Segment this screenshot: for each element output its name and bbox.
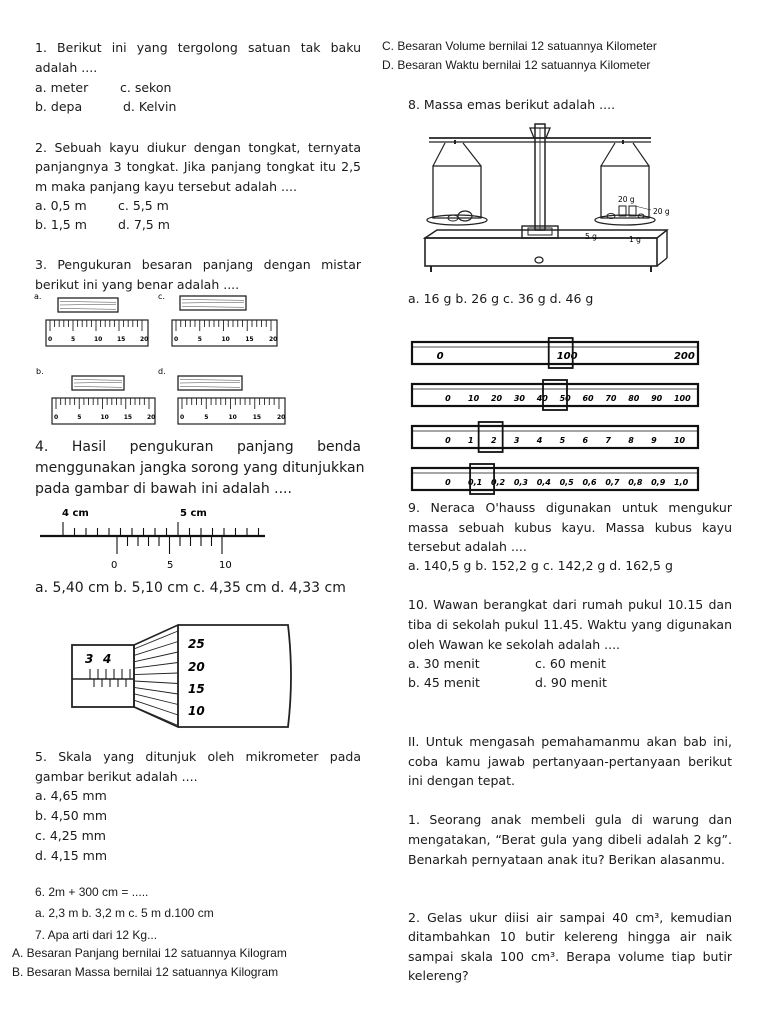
beam-label: 20: [490, 394, 503, 403]
part2-line-2: coba kamu jawab pertanyaan-pertanyaan berikut: [408, 754, 732, 769]
q3-line-2: berikut ini yang benar adalah ....: [35, 277, 240, 292]
q1-option-c: c. sekon: [120, 80, 172, 95]
weight-label-20g-a: 20 g: [618, 195, 635, 204]
q7-line-1: 7. Apa arti dari 12 Kg...: [35, 928, 158, 942]
wood-grain: [74, 380, 122, 381]
q5-option-d: d. 4,15 mm: [35, 848, 108, 863]
q2-option-b: b. 1,5 m: [35, 217, 87, 232]
q9-line-3: tersebut adalah ....: [408, 539, 527, 554]
sleeve-label-4: 4: [103, 652, 112, 666]
q5-line-2: gambar berikut adalah ....: [35, 769, 198, 784]
q5-option-c: c. 4,25 mm: [35, 828, 106, 843]
vernier-label-10: 10: [219, 560, 232, 571]
beam-label: 0: [445, 436, 451, 445]
beam-label: 0,6: [582, 478, 597, 487]
q5-option-a: a. 4,65 mm: [35, 788, 107, 803]
q5-option-b: b. 4,50 mm: [35, 808, 108, 823]
vernier-label-0: 0: [111, 560, 118, 571]
q3-line-1: 3. Pengukuran besaran panjang dengan mistar: [35, 257, 361, 272]
beam-label: 2: [490, 436, 497, 445]
q1-line-2: adalah ....: [35, 60, 98, 75]
beam-label: 1: [468, 436, 474, 445]
ruler-number: 15: [252, 414, 262, 421]
q1-option-b: b. depa: [35, 99, 83, 114]
wood-grain: [74, 382, 122, 383]
q2-option-d: d. 7,5 m: [118, 217, 170, 232]
ruler-number: 15: [123, 414, 133, 421]
beam-label: 3: [513, 436, 520, 445]
ruler-number: 15: [117, 336, 126, 343]
q7-option-c: C. Besaran Volume bernilai 12 satuannya Kilometer: [382, 39, 657, 53]
q7-option-a: A. Besaran Panjang bernilai 12 satuannya Kilogram: [12, 946, 287, 960]
q10-option-c: c. 60 menit: [535, 656, 606, 671]
beam-label: 0,3: [513, 478, 528, 487]
beam-label: 10: [673, 436, 686, 445]
q2-line-3: m maka panjang kayu tersebut adalah ....: [35, 179, 297, 194]
beam-label: 0: [436, 351, 444, 362]
wood-grain: [74, 387, 122, 388]
q10-option-d: d. 90 menit: [535, 675, 607, 690]
weight-label-20g-b: 20 g: [653, 207, 670, 216]
ruler-number: 0: [48, 336, 53, 343]
ruler-number: 15: [245, 336, 254, 343]
thimble-line: [134, 681, 178, 684]
beam-label: 0,1: [468, 478, 483, 487]
wood-grain: [60, 309, 116, 310]
q2-option-a: a. 0,5 m: [35, 198, 87, 213]
beam-label: 0: [445, 394, 451, 403]
beam-label: 8: [628, 436, 634, 445]
thimble-line: [134, 694, 178, 705]
q2-line-1: 2. Sebuah kayu diukur dengan tongkat, ternyata: [35, 140, 361, 155]
q9-options: a. 140,5 g b. 152,2 g c. 142,2 g d. 162,5 g: [408, 558, 673, 573]
beam-label: 5: [559, 436, 566, 445]
essay2-line-1: 2. Gelas ukur diisi air sampai 40 cm³, kemudian: [408, 910, 732, 925]
beam-label: 0,7: [605, 478, 620, 487]
ruler-number: 20: [140, 336, 149, 343]
ruler-number: 10: [228, 414, 237, 421]
ohaus-beams: [408, 332, 708, 507]
q10-option-b: b. 45 menit: [408, 675, 480, 690]
q7-option-d: D. Besaran Waktu bernilai 12 satuannya Kilometer: [382, 58, 651, 72]
beam-label: 100: [673, 394, 691, 403]
beam-label: 4: [536, 436, 543, 445]
wood-grain: [182, 300, 244, 301]
beam-label: 70: [605, 394, 617, 403]
q4-line-2: menggunakan jangka sorong yang ditunjukkan: [35, 460, 365, 476]
beam-label: 90: [651, 394, 663, 403]
beam-label: 200: [673, 351, 695, 362]
q8-line-1: 8. Massa emas berikut adalah ....: [408, 97, 616, 112]
ruler-number: 5: [204, 414, 209, 421]
weight-label-5g: 5 g: [585, 232, 597, 241]
weight-label-1g: 1 g: [629, 235, 641, 244]
main-scale-label-5cm: 5 cm: [180, 508, 207, 519]
q10-option-a: a. 30 menit: [408, 656, 480, 671]
beam-label: 0,4: [536, 478, 551, 487]
thimble-label-20: 20: [188, 660, 205, 674]
thimble-line: [134, 663, 178, 669]
beam-label: 0,8: [628, 478, 643, 487]
ruler-figures: [30, 290, 286, 430]
q2-option-c: c. 5,5 m: [118, 198, 169, 213]
thimble-line: [134, 700, 178, 715]
ruler-number: 0: [54, 414, 59, 421]
beam-label: 50: [559, 394, 571, 403]
ruler-number: 20: [277, 414, 286, 421]
q1-option-d: d. Kelvin: [123, 99, 177, 114]
thimble-line: [134, 673, 178, 675]
wood-grain: [182, 307, 244, 308]
q4-line-3: pada gambar di bawah ini adalah ....: [35, 481, 292, 497]
ruler-number: 10: [94, 336, 103, 343]
q8-options: a. 16 g b. 26 g c. 36 g d. 46 g: [408, 291, 594, 306]
ruler-number: 20: [147, 414, 156, 421]
beam-label: 9: [651, 436, 657, 445]
ruler-number: 10: [100, 414, 109, 421]
q2-line-2: panjangnya 3 tongkat. Jika panjang tongkat itu 2,5: [35, 159, 361, 174]
q10-line-1: 10. Wawan berangkat dari rumah pukul 10.15 dan: [408, 597, 732, 612]
sleeve-label-3: 3: [85, 652, 94, 666]
thimble-label-15: 15: [188, 682, 205, 696]
q5-line-1: 5. Skala yang ditunjuk oleh mikrometer pada: [35, 749, 361, 764]
thimble-line: [134, 707, 178, 726]
ruler-label-a: a.: [34, 292, 42, 301]
q7-option-b: B. Besaran Massa bernilai 12 satuannya Kilogram: [12, 965, 279, 979]
wood-grain: [180, 380, 240, 381]
balance-scale: [415, 118, 675, 278]
q6-line-1: 6. 2m + 300 cm = .....: [35, 885, 149, 899]
q1-line-1: 1. Berikut ini yang tergolong satuan tak baku: [35, 40, 361, 55]
beam-label: 30: [513, 394, 525, 403]
essay2-line-4: kelereng?: [408, 968, 469, 983]
wood-grain: [60, 302, 116, 303]
q1-option-a: a. meter: [35, 80, 89, 95]
thimble-line: [134, 631, 178, 649]
essay1-line-3: Benarkah pernyataan anak itu? Berikan alasanmu.: [408, 852, 725, 867]
micrometer: [70, 615, 310, 735]
ruler-number: 10: [221, 336, 230, 343]
beam-body: [412, 342, 698, 364]
q9-line-1: 9. Neraca O'hauss digunakan untuk mengukur: [408, 500, 732, 515]
ruler-label-d: d.: [158, 367, 166, 376]
q9-line-2: massa sebuah kubus kayu. Massa kubus kayu: [408, 520, 732, 535]
ruler-number: 0: [174, 336, 179, 343]
beam-label: 1,0: [673, 478, 689, 487]
wood-grain: [180, 387, 240, 388]
ruler-number: 5: [77, 414, 82, 421]
beam-label: 100: [556, 351, 578, 362]
beam-label: 60: [582, 394, 594, 403]
q4-line-1: 4. Hasil pengukuran panjang benda: [35, 439, 361, 455]
essay1-line-2: mengatakan, “Berat gula yang dibeli adalah 2 kg”.: [408, 832, 732, 847]
beam-label: 6: [582, 436, 589, 445]
beam-label: 0,5: [559, 478, 574, 487]
thimble-label-10: 10: [188, 704, 205, 718]
wood-grain: [182, 302, 244, 303]
ruler-number: 20: [269, 336, 278, 343]
beam-label: 10: [468, 394, 480, 403]
essay2-line-3: sampai skala 100 cm³. Berapa volume tiap butir: [408, 949, 732, 964]
beam-label: 0: [445, 478, 451, 487]
vernier-label-5: 5: [167, 560, 174, 571]
q6-line-2: a. 2,3 m b. 3,2 m c. 5 m d.100 cm: [35, 906, 214, 920]
ruler-number: 5: [71, 336, 76, 343]
q4-options: a. 5,40 cm b. 5,10 cm c. 4,35 cm d. 4,33 cm: [35, 580, 346, 596]
ruler-number: 5: [197, 336, 202, 343]
vernier-caliper: [35, 502, 275, 572]
part2-line-1: II. Untuk mengasah pemahamanmu akan bab ini,: [408, 734, 732, 749]
thimble-line: [134, 687, 178, 694]
wood-grain: [60, 304, 116, 305]
ruler-label-c: c.: [158, 292, 165, 301]
thimble-label-25: 25: [188, 637, 205, 651]
beam-label: 7: [605, 436, 611, 445]
wood-grain: [180, 382, 240, 383]
beam-label: 40: [536, 394, 548, 403]
beam-label: 80: [628, 394, 640, 403]
q10-line-3: oleh Wawan ke sekolah adalah ....: [408, 637, 621, 652]
ruler-label-b: b.: [36, 367, 44, 376]
q10-line-2: tiba di sekolah pukul 11.45. Waktu yang digunakan: [408, 617, 732, 632]
beam-label: 0,9: [651, 478, 666, 487]
ruler-number: 0: [180, 414, 185, 421]
part2-line-3: ini dengan tepat.: [408, 773, 515, 788]
beam-label: 0,2: [490, 478, 506, 487]
main-scale-label-4cm: 4 cm: [62, 508, 89, 519]
essay1-line-1: 1. Seorang anak membeli gula di warung dan: [408, 812, 732, 827]
essay2-line-2: ditambahkan 10 butir kelereng hingga air naik: [408, 929, 732, 944]
